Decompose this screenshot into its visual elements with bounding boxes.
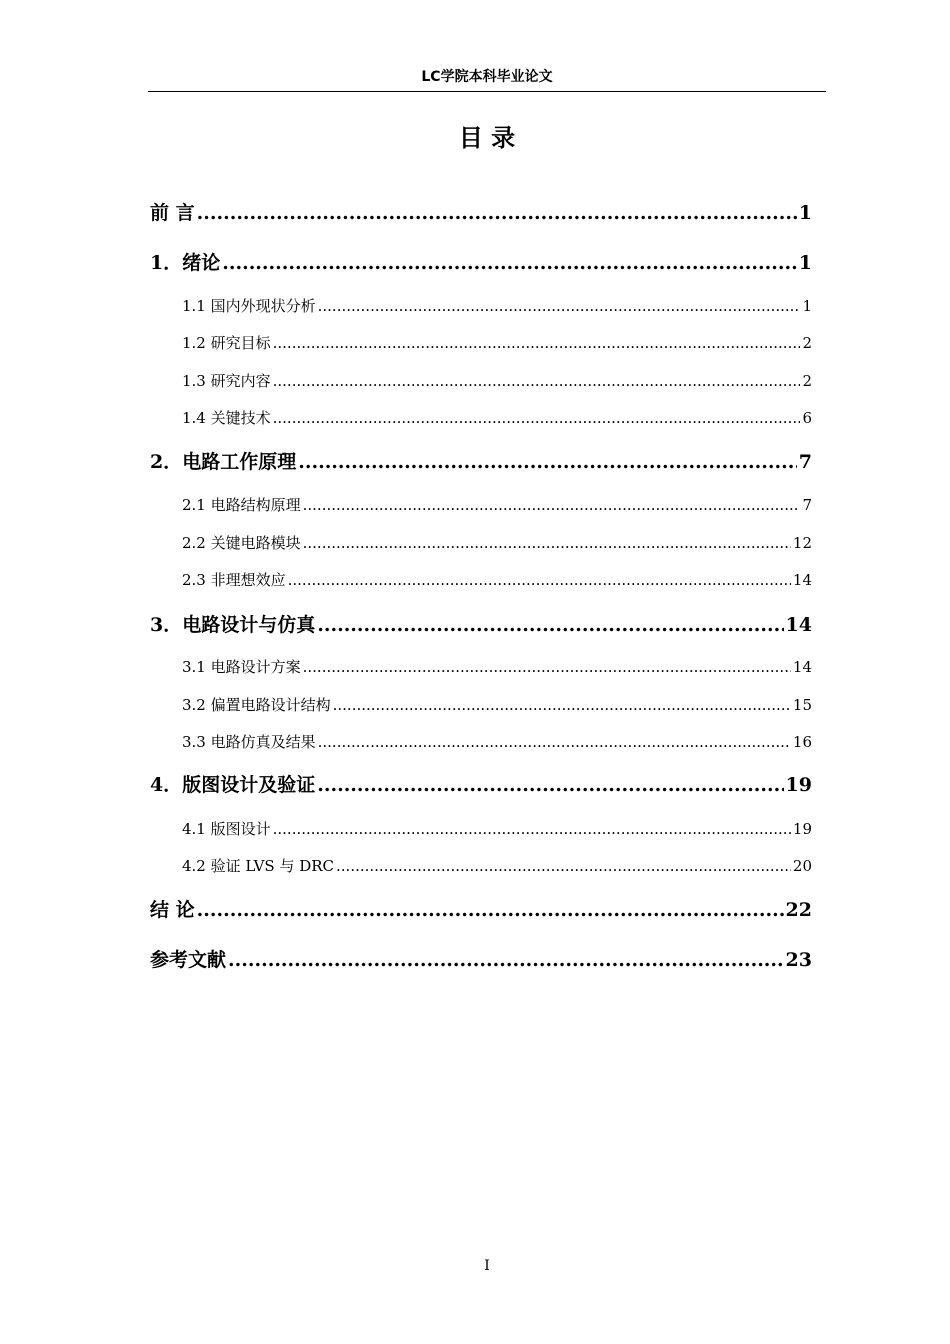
toc-entry-label: 参考文献 [150, 949, 227, 971]
toc-dot-leader [303, 532, 791, 554]
page-number: I [484, 1258, 490, 1274]
toc-entry-label: 前 言 [150, 202, 195, 224]
toc-entry-label: 3.2 偏置电路设计结构 [182, 696, 331, 714]
toc-entry-chapter-1[interactable] [150, 249, 812, 277]
toc-entry-section-1-4[interactable] [182, 407, 812, 429]
toc-entry-label: 2．电路工作原理 [150, 451, 297, 473]
toc-dot-leader [273, 332, 801, 354]
toc-entry-section-1-3[interactable] [182, 370, 812, 392]
toc-entry-label: 4.1 版图设计 [182, 820, 271, 838]
toc-dot-leader [273, 818, 791, 840]
toc-entry-page: 22 [785, 899, 812, 921]
toc-dot-leader [298, 448, 797, 476]
toc-entry-page: 12 [792, 534, 812, 552]
toc-dot-leader [197, 896, 784, 924]
toc-entry-page: 7 [802, 496, 812, 514]
header-rule [148, 91, 826, 92]
toc-entry-page: 1 [798, 202, 812, 224]
toc-entry-label: 1.4 关键技术 [182, 409, 271, 427]
toc-dot-leader [273, 370, 801, 392]
toc-entry-label: 2.2 关键电路模块 [182, 534, 301, 552]
toc-entry-page: 6 [802, 409, 812, 427]
toc-entry-section-3-1[interactable] [182, 656, 812, 678]
toc-dot-leader [317, 771, 783, 799]
toc-dot-leader [336, 855, 791, 877]
toc-entry-page: 15 [792, 696, 812, 714]
toc-dot-leader [288, 569, 791, 591]
toc-entry-page: 19 [785, 774, 812, 796]
toc-entry-label: 1．绪论 [150, 252, 221, 274]
toc-entry-page: 1 [802, 297, 812, 315]
toc-entry-section-4-2[interactable] [182, 855, 812, 877]
toc-entry-label: 3．电路设计与仿真 [150, 614, 316, 636]
toc-entry-page: 19 [792, 820, 812, 838]
toc-entry-section-3-2[interactable] [182, 694, 812, 716]
toc-entry-label: 2.1 电路结构原理 [182, 496, 301, 514]
toc-entry-label: 1.1 国内外现状分析 [182, 297, 316, 315]
toc-dot-leader [228, 946, 784, 974]
toc-entry-references[interactable] [150, 946, 812, 974]
toc-entry-page: 23 [785, 949, 812, 971]
toc-entry-page: 20 [792, 857, 812, 875]
toc-entry-chapter-2[interactable] [150, 448, 812, 476]
toc-entry-conclusion[interactable] [150, 896, 812, 924]
toc-entry-section-3-3[interactable] [182, 731, 812, 753]
toc-entry-page: 14 [792, 658, 812, 676]
toc-entry-section-1-2[interactable] [182, 332, 812, 354]
toc-entry-page: 2 [802, 372, 812, 390]
toc-dot-leader [303, 656, 791, 678]
toc-dot-leader [318, 295, 801, 317]
toc-entry-section-1-1[interactable] [182, 295, 812, 317]
toc-entry-page: 14 [785, 614, 812, 636]
toc-entry-page: 14 [792, 571, 812, 589]
toc-entry-section-2-3[interactable] [182, 569, 812, 591]
toc-entry-label: 4．版图设计及验证 [150, 774, 316, 796]
toc-dot-leader [222, 249, 797, 277]
toc-entry-label: 4.2 验证 LVS 与 DRC [182, 857, 335, 875]
toc-entry-chapter-3[interactable] [150, 611, 812, 639]
toc-entry-page: 1 [798, 252, 812, 274]
toc-dot-leader [197, 199, 797, 227]
page-header: LC学院本科毕业论文 [421, 69, 553, 85]
toc-entry-preface[interactable] [150, 199, 812, 227]
toc-dot-leader [333, 694, 791, 716]
toc-dot-leader [273, 407, 801, 429]
toc-entry-page: 2 [802, 334, 812, 352]
toc-entry-section-4-1[interactable] [182, 818, 812, 840]
toc-entry-section-2-2[interactable] [182, 532, 812, 554]
toc-entry-section-2-1[interactable] [182, 494, 812, 516]
toc-dot-leader [317, 611, 783, 639]
toc-entry-label: 3.1 电路设计方案 [182, 658, 301, 676]
toc-entry-label: 1.3 研究内容 [182, 372, 271, 390]
toc-entry-label: 2.3 非理想效应 [182, 571, 286, 589]
toc-entry-label: 结 论 [150, 899, 195, 921]
toc-title: 目 录 [458, 124, 516, 152]
toc-dot-leader [303, 494, 801, 516]
toc-dot-leader [318, 731, 791, 753]
toc-entry-page: 7 [798, 451, 812, 473]
toc-entry-label: 3.3 电路仿真及结果 [182, 733, 316, 751]
toc-entry-page: 16 [792, 733, 812, 751]
toc-entry-label: 1.2 研究目标 [182, 334, 271, 352]
toc-entry-chapter-4[interactable] [150, 771, 812, 799]
